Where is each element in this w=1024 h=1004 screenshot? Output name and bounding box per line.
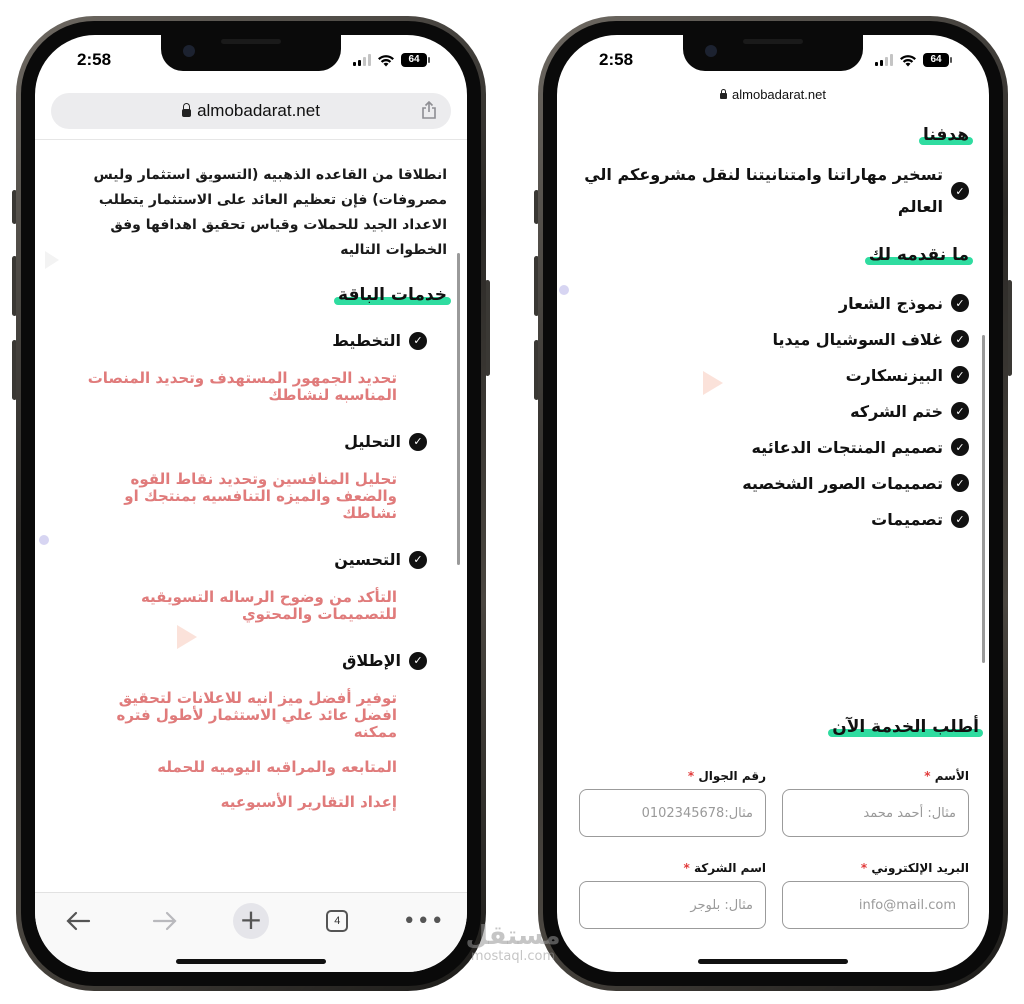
wifi-icon — [899, 54, 917, 67]
new-tab-button[interactable] — [231, 901, 271, 941]
right-phone — [538, 16, 1008, 991]
company-label: اسم الشركة * — [683, 861, 766, 875]
step-description: التأكد من وضوح الرساله التسويقيه للتصميمات والمحتوي — [140, 588, 397, 623]
main-content — [35, 163, 467, 811]
phone-label: رقم الجوال * — [687, 769, 766, 783]
check-icon: ✓ — [951, 474, 969, 492]
extra-line: إعداد التقارير الأسبوعيه — [220, 793, 397, 811]
front-camera-icon — [183, 45, 195, 57]
right-phone-screen — [557, 35, 989, 972]
home-indicator — [698, 959, 848, 964]
form-title: أطلب الخدمة الآن — [832, 717, 979, 737]
forward-button[interactable] — [145, 901, 185, 941]
right-phone-bezel — [543, 21, 1003, 986]
offer-item: ✓ غلاف السوشيال ميديا — [557, 321, 969, 357]
email-label: البريد الإلكتروني * — [860, 861, 969, 875]
watermark — [448, 922, 578, 964]
signal-icon — [353, 54, 371, 66]
offer-item: ✓ البيزنسكارت — [557, 357, 969, 393]
offer-item: ✓ تصميمات الصور الشخصيه — [557, 465, 969, 501]
name-label: الأسم * — [924, 769, 969, 783]
more-icon: ••• — [402, 908, 445, 934]
address-url: almobadarat.net — [732, 87, 826, 102]
section-title: خدمات الباقة — [338, 285, 447, 305]
check-icon: ✓ — [409, 551, 427, 569]
back-button[interactable] — [58, 901, 98, 941]
home-indicator — [176, 959, 326, 964]
goal-title: هدفنا — [923, 125, 969, 145]
step-title: ✓ التخطيط — [75, 331, 427, 350]
notch — [683, 35, 863, 71]
check-icon: ✓ — [951, 294, 969, 312]
check-icon: ✓ — [409, 433, 427, 451]
left-phone-bezel — [21, 21, 481, 986]
status-icons — [875, 53, 949, 67]
company-input[interactable]: مثال: بلوجر — [579, 881, 766, 929]
status-time: 2:58 — [77, 50, 112, 69]
check-icon: ✓ — [951, 182, 969, 200]
notch — [161, 35, 341, 71]
check-icon: ✓ — [409, 332, 427, 350]
name-group — [782, 769, 969, 837]
address-bar[interactable] — [51, 93, 451, 129]
offer-item: ✓ ختم الشركه — [557, 393, 969, 429]
name-input[interactable]: مثال: أحمد محمد — [782, 789, 969, 837]
left-phone — [16, 16, 486, 991]
step-item — [75, 432, 427, 522]
watermark-arabic: مستقل — [465, 921, 561, 951]
address-bar-compact[interactable] — [557, 87, 989, 102]
wifi-icon — [377, 54, 395, 67]
step-item — [75, 550, 427, 623]
offer-item: ✓ تصميمات — [557, 501, 969, 537]
step-description: توفير أفضل ميز انيه للاعلانات لتحقيق افضل عائد علي الاستثمار لأطول فتره ممكنه — [116, 689, 397, 741]
tabs-button[interactable] — [317, 901, 357, 941]
goal-item — [557, 159, 989, 223]
status-icons — [353, 53, 427, 67]
step-description: تحديد الجمهور المستهدف وتحديد المنصات المناسبه لنشاطك — [87, 369, 397, 404]
share-icon[interactable] — [421, 101, 437, 119]
offer-title: ما نقدمه لك — [869, 245, 969, 265]
left-phone-screen — [35, 35, 467, 972]
check-icon: ✓ — [951, 438, 969, 456]
step-item — [75, 331, 427, 404]
email-group — [782, 861, 969, 929]
phone-input[interactable]: مثال:0102345678 — [579, 789, 766, 837]
battery-icon: 64 — [923, 53, 949, 67]
check-icon: ✓ — [951, 510, 969, 528]
offer-item: ✓ نموذج الشعار — [557, 285, 969, 321]
back-arrow-icon — [65, 911, 91, 931]
step-title: ✓ الإطلاق — [75, 651, 427, 670]
step-description: تحليل المنافسين وتحديد نقاط القوه والضعف والميزه التنافسيه بمنتجك او نشاطك — [124, 470, 397, 522]
check-icon: ✓ — [951, 366, 969, 384]
battery-icon: 64 — [401, 53, 427, 67]
front-camera-icon — [705, 45, 717, 57]
more-button[interactable] — [404, 901, 444, 941]
lock-icon — [182, 109, 191, 117]
plus-icon: + — [233, 903, 269, 939]
company-group — [579, 861, 766, 929]
check-icon: ✓ — [409, 652, 427, 670]
intro-paragraph: انطلاقا من القاعده الذهبيه (التسويق استثمار وليس مصروفات) فإن تعظيم العائد على الاستثمار يتطلب الاعداد الجيد للحملات وقياس تحقيق اهدافها وفق الخطوات التاليه — [93, 167, 447, 258]
steps-list — [35, 331, 467, 811]
address-divider — [35, 139, 467, 140]
offer-item: ✓ تصميم المنتجات الدعائيه — [557, 429, 969, 465]
lock-icon — [720, 93, 727, 99]
watermark-latin: mostaql.com — [470, 949, 556, 964]
phone-group — [579, 769, 766, 837]
step-title: ✓ التحليل — [75, 432, 427, 451]
service-form — [557, 769, 989, 929]
status-time: 2:58 — [599, 50, 634, 69]
forward-arrow-icon — [152, 911, 178, 931]
step-item — [75, 651, 427, 741]
main-content — [557, 125, 989, 929]
offers-list — [557, 285, 989, 537]
step-title: ✓ التحسين — [75, 550, 427, 569]
tabs-count: 4 — [326, 910, 348, 932]
check-icon: ✓ — [951, 330, 969, 348]
goal-text: تسخير مهاراتنا وامتنانيتنا لنقل مشروعكم الي العالم — [584, 165, 943, 216]
email-input[interactable]: info@mail.com — [782, 881, 969, 929]
address-url: almobadarat.net — [197, 101, 320, 120]
check-icon: ✓ — [951, 402, 969, 420]
extra-line: المتابعه والمراقبه اليوميه للحمله — [157, 758, 397, 776]
signal-icon — [875, 54, 893, 66]
